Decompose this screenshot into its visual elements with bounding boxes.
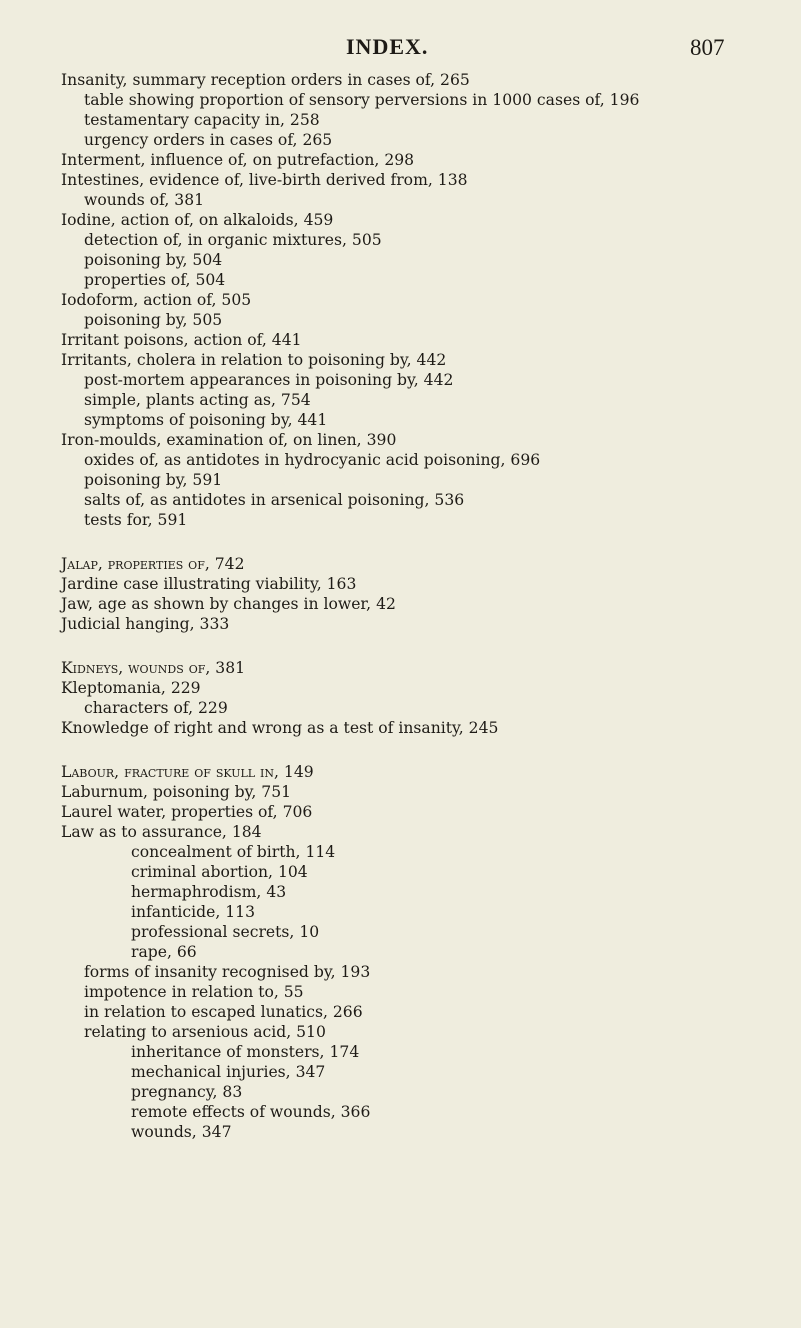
index-subentry: tests for, 591 <box>84 511 188 529</box>
index-subentry: hermaphrodism, 43 <box>131 883 287 901</box>
running-head <box>0 30 801 64</box>
index-entry: Knowledge of right and wrong as a test of insanity, 245 <box>61 719 499 737</box>
index-subentry: impotence in relation to, 55 <box>84 983 304 1001</box>
index-subentry: post-mortem appearances in poisoning by, 442 <box>84 371 454 389</box>
index-subentry: simple, plants acting as, 754 <box>84 391 311 409</box>
index-entry: Irritants, cholera in relation to poisoning by, 442 <box>61 351 447 369</box>
index-subentry: pregnancy, 83 <box>131 1083 243 1101</box>
index-subentry: professional secrets, 10 <box>131 923 320 941</box>
index-subentry: poisoning by, 504 <box>84 251 223 269</box>
index-subentry: wounds of, 381 <box>84 191 205 209</box>
index-subentry: forms of insanity recognised by, 193 <box>84 963 371 981</box>
index-subentry: infanticide, 113 <box>131 903 256 921</box>
index-subentry: symptoms of poisoning by, 441 <box>84 411 328 429</box>
index-entry: Jalap, properties of, 742 <box>61 555 245 573</box>
index-entry: Intestines, evidence of, live-birth derived from, 138 <box>61 171 468 189</box>
index-entry: Iodoform, action of, 505 <box>61 291 252 309</box>
index-entry: Jaw, age as shown by changes in lower, 42 <box>61 595 396 613</box>
index-entry: Iodine, action of, on alkaloids, 459 <box>61 211 334 229</box>
index-entry: Laburnum, poisoning by, 751 <box>61 783 292 801</box>
index-subentry: inheritance of monsters, 174 <box>131 1043 360 1061</box>
index-subentry: in relation to escaped lunatics, 266 <box>84 1003 363 1021</box>
index-subentry: properties of, 504 <box>84 271 226 289</box>
index-entry: Kidneys, wounds of, 381 <box>61 659 246 677</box>
index-subentry: remote effects of wounds, 366 <box>131 1103 371 1121</box>
index-subentry: rape, 66 <box>131 943 197 961</box>
index-entry: Kleptomania, 229 <box>61 679 201 697</box>
page-title: INDEX. <box>346 34 429 59</box>
index-subentry: salts of, as antidotes in arsenical poisoning, 536 <box>84 491 465 509</box>
index-subentry: criminal abortion, 104 <box>131 863 308 881</box>
index-entry: Insanity, summary reception orders in cases of, 265 <box>61 71 470 89</box>
index-subentry: poisoning by, 591 <box>84 471 223 489</box>
index-entry: Labour, fracture of skull in, 149 <box>61 763 314 781</box>
index-entry: Law as to assurance, 184 <box>61 823 262 841</box>
index-entry: Interment, influence of, on putrefaction, 298 <box>61 151 415 169</box>
index-subentry: poisoning by, 505 <box>84 311 223 329</box>
index-subentry: mechanical injuries, 347 <box>131 1063 326 1081</box>
index-subentry: characters of, 229 <box>84 699 228 717</box>
index-entry: Jardine case illustrating viability, 163 <box>61 575 357 593</box>
index-subentry: detection of, in organic mixtures, 505 <box>84 231 382 249</box>
index-entry: Irritant poisons, action of, 441 <box>61 331 302 349</box>
index-subentry: testamentary capacity in, 258 <box>84 111 320 129</box>
index-entry: Laurel water, properties of, 706 <box>61 803 313 821</box>
index-entry: Judicial hanging, 333 <box>61 615 230 633</box>
index-subentry: wounds, 347 <box>131 1123 232 1141</box>
page-number: 807 <box>690 35 725 60</box>
index-entry: Iron-moulds, examination of, on linen, 390 <box>61 431 397 449</box>
index-subentry: oxides of, as antidotes in hydrocyanic acid poisoning, 696 <box>84 451 541 469</box>
index-subentry: relating to arsenious acid, 510 <box>84 1023 326 1041</box>
index-subentry: urgency orders in cases of, 265 <box>84 131 333 149</box>
index-subentry: table showing proportion of sensory perversions in 1000 cases of, 196 <box>84 91 640 109</box>
index-subentry: concealment of birth, 114 <box>131 843 336 861</box>
